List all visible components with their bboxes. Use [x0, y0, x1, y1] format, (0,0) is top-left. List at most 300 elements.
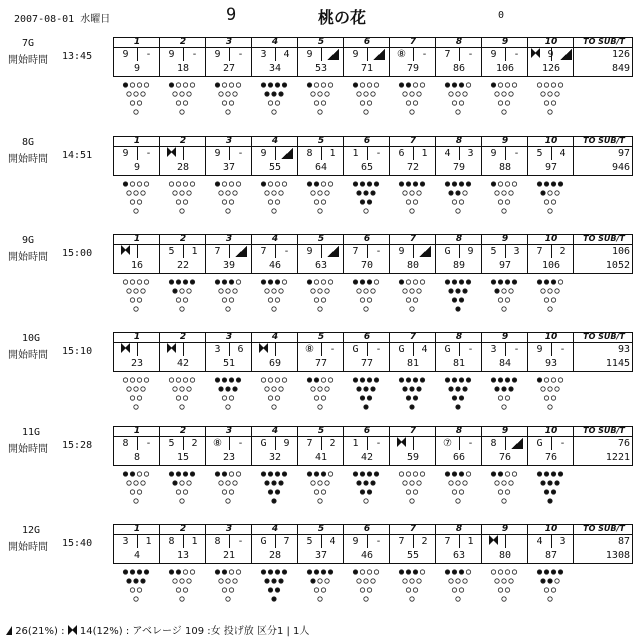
- pin-marker: [222, 570, 226, 574]
- pin-marker: [279, 191, 283, 195]
- cumulative-score: 64: [314, 162, 328, 173]
- pin-marker: [229, 588, 233, 592]
- pin-marker: [226, 307, 230, 311]
- pin-marker: [318, 92, 322, 96]
- pin-marker: [498, 472, 502, 476]
- game-number: 12G: [22, 525, 41, 536]
- pin-marker: [321, 588, 325, 592]
- pin-marker: [180, 110, 184, 114]
- pin-marker: [367, 280, 371, 284]
- ball-score: -: [559, 344, 566, 355]
- pin-marker: [272, 209, 276, 213]
- pin-marker: [495, 579, 499, 583]
- ball-score: 9: [306, 246, 313, 257]
- cumulative-score: 21: [222, 550, 236, 561]
- pin-marker: [558, 570, 562, 574]
- ball-score: 9: [490, 49, 497, 60]
- pin-marker: [321, 490, 325, 494]
- pin-marker: [364, 579, 368, 583]
- pin-marker: [502, 110, 506, 114]
- pin-marker: [134, 110, 138, 114]
- pin-marker: [364, 289, 368, 293]
- pin-marker: [307, 472, 311, 476]
- pin-marker: [176, 101, 180, 105]
- pin-marker: [452, 101, 456, 105]
- cumulative-score: 16: [130, 260, 144, 271]
- pin-marker: [144, 378, 148, 382]
- pin-marker: [456, 579, 460, 583]
- pin-marker: [413, 182, 417, 186]
- spare-mark-icon: [321, 245, 344, 259]
- pin-marker: [180, 307, 184, 311]
- pin-marker: [459, 396, 463, 400]
- pin-marker: [399, 570, 403, 574]
- pin-marker: [399, 182, 403, 186]
- running-subtotal: 1145: [605, 358, 630, 369]
- pin-marker: [265, 92, 269, 96]
- to-sub-header: TO SUB/T: [583, 332, 625, 341]
- ball-score: 1: [352, 438, 359, 449]
- pin-marker: [364, 191, 368, 195]
- pin-marker: [452, 570, 456, 574]
- pin-marker: [265, 481, 269, 485]
- pin-marker: [236, 378, 240, 382]
- pin-marker: [551, 280, 555, 284]
- frame-number: 3: [225, 524, 233, 534]
- cumulative-score: 77: [314, 358, 328, 369]
- pin-marker: [314, 182, 318, 186]
- ball-score: 5: [536, 148, 543, 159]
- ball-score: 9: [168, 49, 175, 60]
- pin-marker: [410, 110, 414, 114]
- ball-score: 9: [352, 49, 359, 60]
- frame-number: 1: [133, 234, 141, 244]
- lane-number: 9: [226, 5, 237, 25]
- pin-marker: [548, 387, 552, 391]
- cumulative-score: 23: [130, 358, 144, 369]
- cumulative-score: 28: [176, 162, 190, 173]
- to-sub-header: TO SUB/T: [583, 524, 625, 533]
- pin-marker: [176, 200, 180, 204]
- game-total: 106: [611, 246, 630, 257]
- pin-marker: [406, 588, 410, 592]
- ball-score: 6: [237, 344, 244, 355]
- cumulative-score: 69: [268, 358, 282, 369]
- frame-number: 6: [363, 234, 371, 244]
- pin-marker: [183, 200, 187, 204]
- pin-marker: [353, 570, 357, 574]
- pin-marker: [173, 92, 177, 96]
- pin-marker: [512, 570, 516, 574]
- pin-marker: [449, 579, 453, 583]
- pin-marker: [413, 280, 417, 284]
- pin-marker: [215, 280, 219, 284]
- pin-marker: [233, 387, 237, 391]
- ball-score: 1: [421, 148, 428, 159]
- start-time-label: 開始時間: [8, 252, 48, 263]
- pin-marker: [141, 579, 145, 583]
- pin-marker: [222, 396, 226, 400]
- frame-number: 5: [317, 332, 325, 342]
- pin-marker: [233, 481, 237, 485]
- ball-score: -: [513, 148, 520, 159]
- ball-score: -: [375, 246, 382, 257]
- pin-marker: [505, 396, 509, 400]
- game-number: 10G: [22, 333, 41, 344]
- pin-marker: [452, 378, 456, 382]
- ball-score: -: [375, 148, 382, 159]
- frame-number: 4: [271, 37, 279, 47]
- pin-marker: [449, 191, 453, 195]
- pin-marker: [272, 579, 276, 583]
- game-number: 9G: [22, 235, 35, 246]
- pin-diagrams: [113, 374, 633, 426]
- pin-marker: [328, 570, 332, 574]
- to-sub-header: TO SUB/T: [583, 426, 625, 435]
- pin-marker: [410, 209, 414, 213]
- ball-score: -: [237, 148, 244, 159]
- frame-number: 9: [501, 136, 509, 146]
- ball-score: G: [444, 246, 451, 257]
- pin-marker: [502, 387, 506, 391]
- pin-marker: [548, 191, 552, 195]
- pin-marker: [180, 387, 184, 391]
- pin-marker: [311, 579, 315, 583]
- ball-score: 8: [168, 536, 175, 547]
- pin-marker: [459, 83, 463, 87]
- pin-marker: [357, 92, 361, 96]
- pin-marker: [452, 298, 456, 302]
- cumulative-score: 76: [498, 452, 512, 463]
- frame-number: 10: [544, 426, 558, 436]
- pin-marker: [318, 481, 322, 485]
- pin-marker: [130, 280, 134, 284]
- frame-number: 9: [501, 234, 509, 244]
- pin-marker: [403, 92, 407, 96]
- pin-marker: [463, 579, 467, 583]
- pin-marker: [498, 298, 502, 302]
- pin-marker: [176, 570, 180, 574]
- pin-marker: [498, 280, 502, 284]
- pin-marker: [452, 280, 456, 284]
- strike-mark-icon: [390, 437, 413, 451]
- pin-marker: [495, 289, 499, 293]
- frame-number: 7: [409, 37, 417, 47]
- pin-marker: [173, 387, 177, 391]
- pin-marker: [491, 472, 495, 476]
- pin-marker: [364, 387, 368, 391]
- pin-marker: [367, 200, 371, 204]
- strike-mark-icon: [160, 147, 183, 161]
- frame-grid: [113, 332, 633, 372]
- pin-marker: [410, 579, 414, 583]
- pin-marker: [187, 92, 191, 96]
- cumulative-score: 63: [452, 550, 466, 561]
- pin-marker: [123, 378, 127, 382]
- pin-marker: [410, 405, 414, 409]
- pin-marker: [466, 570, 470, 574]
- pin-marker: [176, 83, 180, 87]
- pin-marker: [541, 191, 545, 195]
- pin-marker: [130, 378, 134, 382]
- cumulative-score: 86: [452, 63, 466, 74]
- pin-marker: [275, 570, 279, 574]
- pin-marker: [360, 396, 364, 400]
- pin-marker: [314, 396, 318, 400]
- pin-marker: [318, 387, 322, 391]
- start-time: 15:40: [62, 538, 93, 549]
- frame-number: 5: [317, 426, 325, 436]
- ball-score: ⑧: [213, 438, 222, 449]
- pin-marker: [169, 378, 173, 382]
- pin-marker: [491, 570, 495, 574]
- pin-marker: [420, 570, 424, 574]
- cumulative-score: 23: [222, 452, 236, 463]
- ball-score: G: [444, 344, 451, 355]
- pin-marker: [279, 481, 283, 485]
- pin-diagrams: [113, 566, 633, 618]
- pin-marker: [279, 579, 283, 583]
- pin-marker: [410, 92, 414, 96]
- pin-marker: [229, 280, 233, 284]
- pin-marker: [328, 83, 332, 87]
- pin-marker: [544, 378, 548, 382]
- pin-marker: [130, 83, 134, 87]
- pin-marker: [183, 182, 187, 186]
- pin-marker: [279, 387, 283, 391]
- pin-marker: [495, 191, 499, 195]
- pin-marker: [279, 289, 283, 293]
- cumulative-score: 70: [360, 260, 374, 271]
- pin-marker: [371, 387, 375, 391]
- ball-score: 1: [467, 536, 474, 547]
- cumulative-score: 46: [360, 550, 374, 561]
- pin-marker: [272, 92, 276, 96]
- cumulative-score: 87: [544, 550, 558, 561]
- cumulative-score: 80: [406, 260, 420, 271]
- pin-marker: [498, 83, 502, 87]
- pin-marker: [413, 298, 417, 302]
- pin-marker: [190, 472, 194, 476]
- ball-score: 3: [467, 148, 474, 159]
- pin-marker: [321, 182, 325, 186]
- ball-score: 2: [191, 438, 198, 449]
- pin-marker: [229, 378, 233, 382]
- pin-marker: [134, 481, 138, 485]
- frame-header-row: [114, 525, 632, 535]
- pin-marker: [272, 481, 276, 485]
- pin-marker: [279, 92, 283, 96]
- pin-marker: [498, 101, 502, 105]
- pin-marker: [558, 378, 562, 382]
- pin-marker: [180, 405, 184, 409]
- ball-score: -: [237, 49, 244, 60]
- pin-marker: [183, 280, 187, 284]
- cumulative-score: 59: [406, 452, 420, 463]
- frame-number: 2: [179, 37, 187, 47]
- pin-marker: [371, 579, 375, 583]
- pin-marker: [449, 481, 453, 485]
- pin-marker: [130, 200, 134, 204]
- spare-mark-icon: [367, 48, 390, 62]
- pin-marker: [357, 289, 361, 293]
- pin-marker: [137, 298, 141, 302]
- ball-score: 9: [352, 536, 359, 547]
- pin-marker: [236, 182, 240, 186]
- pin-marker: [541, 289, 545, 293]
- pin-marker: [236, 83, 240, 87]
- pin-marker: [236, 570, 240, 574]
- pin-marker: [272, 191, 276, 195]
- pin-marker: [459, 588, 463, 592]
- pin-marker: [357, 579, 361, 583]
- pin-marker: [130, 182, 134, 186]
- frame-number: 2: [179, 332, 187, 342]
- frame-grid: [113, 136, 633, 176]
- pin-marker: [137, 490, 141, 494]
- pin-marker: [353, 280, 357, 284]
- frame-number: 1: [133, 426, 141, 436]
- ball-score: 4: [444, 148, 451, 159]
- pin-marker: [282, 83, 286, 87]
- pin-marker: [314, 280, 318, 284]
- cumulative-score: 51: [222, 358, 236, 369]
- pin-marker: [420, 83, 424, 87]
- pin-marker: [406, 182, 410, 186]
- frame-number: 10: [544, 37, 558, 47]
- pin-marker: [452, 588, 456, 592]
- frame-number: 6: [363, 332, 371, 342]
- pin-marker: [353, 83, 357, 87]
- pin-marker: [406, 396, 410, 400]
- pin-marker: [459, 298, 463, 302]
- pin-marker: [410, 499, 414, 503]
- pin-marker: [463, 191, 467, 195]
- ball-score: 1: [329, 148, 336, 159]
- game-total: 97: [617, 148, 630, 159]
- start-time: 15:28: [62, 440, 93, 451]
- pin-marker: [318, 110, 322, 114]
- pin-marker: [374, 570, 378, 574]
- pin-marker: [219, 579, 223, 583]
- frame-number: 7: [409, 426, 417, 436]
- pin-marker: [233, 191, 237, 195]
- pin-marker: [548, 110, 552, 114]
- frame-number: 10: [544, 234, 558, 244]
- pin-marker: [215, 570, 219, 574]
- pin-marker: [173, 289, 177, 293]
- footer-stats: 26(21%) : 14(12%) : アベレージ 109 :女 投げ放 区分1 | 1人: [6, 622, 309, 637]
- pin-marker: [502, 209, 506, 213]
- cumulative-score: 53: [314, 63, 328, 74]
- pin-marker: [226, 289, 230, 293]
- ball-score: 7: [214, 246, 221, 257]
- pin-marker: [130, 570, 134, 574]
- pin-marker: [445, 570, 449, 574]
- ball-score: G: [398, 344, 405, 355]
- pin-marker: [321, 570, 325, 574]
- strike-mark-icon: [114, 245, 137, 259]
- pin-marker: [551, 83, 555, 87]
- pin-marker: [141, 387, 145, 391]
- ball-score: 3: [214, 344, 221, 355]
- pin-marker: [275, 280, 279, 284]
- pin-marker: [190, 570, 194, 574]
- pin-marker: [537, 182, 541, 186]
- pin-marker: [537, 378, 541, 382]
- pin-marker: [236, 280, 240, 284]
- cumulative-score: 32: [268, 452, 282, 463]
- pin-marker: [176, 280, 180, 284]
- pin-marker: [176, 396, 180, 400]
- pin-marker: [456, 307, 460, 311]
- pin-marker: [456, 191, 460, 195]
- cumulative-score: 15: [176, 452, 190, 463]
- cumulative-score: 46: [268, 260, 282, 271]
- pin-marker: [226, 92, 230, 96]
- pin-marker: [219, 289, 223, 293]
- pin-marker: [449, 387, 453, 391]
- pin-marker: [187, 579, 191, 583]
- pin-marker: [509, 191, 513, 195]
- pin-marker: [261, 83, 265, 87]
- pin-marker: [169, 570, 173, 574]
- ball-score: 8: [490, 438, 497, 449]
- strike-icon: [68, 626, 77, 637]
- pin-marker: [169, 83, 173, 87]
- running-subtotal: 1308: [605, 550, 630, 561]
- pin-marker: [541, 387, 545, 391]
- frame-number: 9: [501, 332, 509, 342]
- cumulative-score: 27: [222, 63, 236, 74]
- pin-marker: [176, 588, 180, 592]
- pin-marker: [183, 570, 187, 574]
- ball-score: -: [375, 438, 382, 449]
- game-total: 126: [611, 49, 630, 60]
- pin-marker: [367, 472, 371, 476]
- pin-marker: [169, 182, 173, 186]
- pin-marker: [130, 298, 134, 302]
- pin-marker: [509, 579, 513, 583]
- pin-marker: [261, 378, 265, 382]
- pin-marker: [134, 405, 138, 409]
- pin-marker: [445, 472, 449, 476]
- pin-marker: [406, 280, 410, 284]
- pin-marker: [222, 472, 226, 476]
- frame-number: 8: [455, 234, 463, 244]
- pin-marker: [374, 280, 378, 284]
- ball-score: 4: [536, 536, 543, 547]
- pin-marker: [505, 298, 509, 302]
- pin-marker: [555, 289, 559, 293]
- pin-marker: [420, 378, 424, 382]
- pin-marker: [367, 588, 371, 592]
- pin-marker: [127, 92, 131, 96]
- frame-number: 4: [271, 136, 279, 146]
- pin-marker: [502, 481, 506, 485]
- pin-marker: [551, 378, 555, 382]
- pin-marker: [229, 182, 233, 186]
- pin-marker: [328, 472, 332, 476]
- pin-marker: [548, 481, 552, 485]
- pin-marker: [141, 289, 145, 293]
- frame-header-row: [114, 427, 632, 437]
- pin-marker: [275, 200, 279, 204]
- frame-number: 3: [225, 37, 233, 47]
- pin-marker: [406, 101, 410, 105]
- pin-marker: [325, 387, 329, 391]
- pin-marker: [275, 472, 279, 476]
